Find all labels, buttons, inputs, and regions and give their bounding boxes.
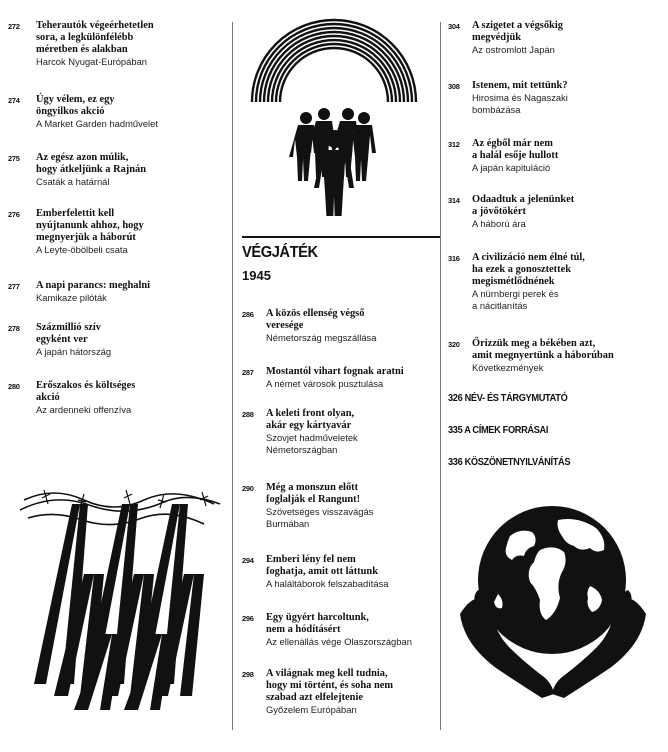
- barbed-wire-house-of-cards-icon: [14, 484, 228, 714]
- entry-text: [266, 308, 376, 344]
- entry-title-line: Még a monszun előtt: [266, 482, 359, 493]
- entry-title-line: A szigetet a végsőkig: [472, 20, 563, 31]
- entry-title-line: Odaadtuk a jelenünket: [472, 194, 575, 205]
- entry-subtitle-line: Németországban: [266, 444, 338, 455]
- entry-title-line: méretben és alakban: [36, 44, 128, 55]
- entry-title-line: foghatja, amit ott láttunk: [266, 566, 378, 577]
- entry-title-line: megnyerjük a háborút: [36, 232, 136, 243]
- entry-title-line: Emberfelettit kell: [36, 208, 115, 219]
- entry-subtitle-line: A Leyte-öbölbeli csata: [36, 244, 128, 255]
- globe-in-hands-icon: [440, 494, 668, 714]
- entry-title-line: Egy ügyért harcoltunk,: [266, 612, 369, 623]
- entry-subtitle-line: a nácitlanítás: [472, 300, 528, 311]
- entry-title-line: a halál esője hullott: [472, 150, 559, 161]
- entry-subtitle-line: Szövetséges visszavágás: [266, 506, 374, 517]
- index-entry-acknowledgements: 336 KÖSZÖNETNYILVÁNÍTÁS: [448, 456, 571, 468]
- entry-subtitle-line: Burmában: [266, 518, 310, 529]
- entry-title-line: amit megnyertünk a háborúban: [472, 350, 614, 361]
- entry-subtitle-line: Az ostromlott Japán: [472, 44, 555, 55]
- entry-subtitle-line: bombázása: [472, 104, 521, 115]
- entry-title-line: Istenem, mit tettünk?: [472, 80, 568, 91]
- entry-subtitle-line: A nürnbergi perek és: [472, 288, 559, 299]
- entry-subtitle-line: A japán hátország: [36, 346, 112, 357]
- entry-title-line: hogy mi történt, és soha nem: [266, 680, 393, 691]
- page-number: 278: [8, 324, 20, 333]
- page-number: 296: [242, 614, 254, 623]
- index-entry-name-subject: 326 NÉV- ÉS TÁRGYMUTATÓ: [448, 392, 568, 404]
- entry-title-line: akár egy kártyavár: [266, 420, 352, 431]
- entry-subtitle-line: Az ellenállás vége Olaszországban: [266, 636, 412, 647]
- entry-title-line: egyként ver: [36, 334, 88, 345]
- entry-subtitle-line: Kamikaze pilóták: [36, 292, 107, 303]
- entry-title-line: A civilizáció nem élné túl,: [472, 252, 585, 263]
- entry-title-line: a jövőtökért: [472, 206, 526, 217]
- entry-text: [472, 80, 568, 116]
- entry-title-line: veresége: [266, 320, 304, 331]
- page-number: 314: [448, 196, 460, 205]
- entry-text: [36, 20, 154, 68]
- entry-subtitle-line: Következmények: [472, 362, 544, 373]
- entry-title-line: Úgy vélem, ez egy: [36, 94, 115, 105]
- page-number: 312: [448, 140, 460, 149]
- entry-text: [266, 668, 393, 716]
- entry-subtitle-line: Az ardenneki offenzíva: [36, 404, 132, 415]
- page-number: 308: [448, 82, 460, 91]
- entry-title-line: foglalják el Rangunt!: [266, 494, 361, 505]
- entry-title-line: Százmillió szív: [36, 322, 101, 333]
- page-number: 290: [242, 484, 254, 493]
- entry-title-line: Az égből már nem: [472, 138, 553, 149]
- entry-title-line: megvédjük: [472, 32, 522, 43]
- entry-text: [36, 94, 158, 130]
- section-rule: [242, 236, 440, 238]
- entry-subtitle-line: Győzelem Európában: [266, 704, 357, 715]
- entry-subtitle-line: Németország megszállása: [266, 332, 377, 343]
- entry-title-line: Erőszakos és költséges: [36, 380, 136, 391]
- entry-title-line: Az egész azon múlik,: [36, 152, 129, 163]
- entry-subtitle-line: Hirosima és Nagaszaki: [472, 92, 568, 103]
- page-number: 304: [448, 22, 460, 31]
- page-number: 287: [242, 368, 254, 377]
- entry-text: [266, 612, 412, 648]
- page-number: 280: [8, 382, 20, 391]
- rainbow-icon: [232, 14, 438, 104]
- entry-title-line: A közös ellenség végső: [266, 308, 365, 319]
- entry-title-line: Mostantól vihart fognak aratni: [266, 366, 404, 377]
- entry-title-line: megismétlődnének: [472, 276, 555, 287]
- entry-subtitle-line: A haláltáborok felszabadítása: [266, 578, 389, 589]
- entry-text: [266, 482, 373, 530]
- page-number: 288: [242, 410, 254, 419]
- entry-text: [36, 152, 146, 188]
- page-number: 320: [448, 340, 460, 349]
- marching-soldiers-icon: [232, 106, 438, 216]
- entry-title-line: Emberi lény fel nem: [266, 554, 356, 565]
- entry-title-line: A világnak meg kell tudnia,: [266, 668, 388, 679]
- entry-title-line: Teherautók végeérhetetlen: [36, 20, 154, 31]
- entry-subtitle-line: Csaták a határnál: [36, 176, 110, 187]
- entry-subtitle-line: A háború ára: [472, 218, 526, 229]
- entry-title-line: A keleti front olyan,: [266, 408, 355, 419]
- entry-subtitle-line: A német városok pusztulása: [266, 378, 384, 389]
- page-number: 274: [8, 96, 20, 105]
- entry-text: [472, 338, 614, 374]
- page-number: 277: [8, 282, 20, 291]
- entry-title-line: nem a hódításért: [266, 624, 341, 635]
- entry-title-line: akció: [36, 392, 60, 403]
- entry-subtitle-line: Harcok Nyugat-Európában: [36, 56, 147, 67]
- page-number: 276: [8, 210, 20, 219]
- page-number: 272: [8, 22, 20, 31]
- entry-text: [472, 194, 574, 230]
- entry-text: [36, 322, 111, 358]
- section-title: VÉGJÁTÉK: [242, 244, 318, 261]
- page-number: 294: [242, 556, 254, 565]
- page-number: 275: [8, 154, 20, 163]
- page-number: 286: [242, 310, 254, 319]
- entry-text: [36, 280, 150, 304]
- entry-title-line: Őrizzük meg a békében azt,: [472, 338, 596, 349]
- entry-title-line: sora, a legkülönfélébb: [36, 32, 134, 43]
- entry-subtitle-line: A Market Garden hadművelet: [36, 118, 158, 129]
- entry-subtitle-line: Szovjet hadműveletek: [266, 432, 358, 443]
- entry-text: [36, 380, 135, 416]
- entry-title-line: A napi parancs: meghalni: [36, 280, 151, 291]
- entry-text: [266, 554, 388, 590]
- entry-title-line: szabad azt elfelejtenie: [266, 692, 363, 703]
- entry-title-line: öngyilkos akció: [36, 106, 105, 117]
- entry-text: [266, 408, 358, 456]
- index-entry-title-sources: 335 A CÍMEK FORRÁSAI: [448, 424, 549, 436]
- entry-title-line: hogy átkeljünk a Rajnán: [36, 164, 146, 175]
- entry-text: [36, 208, 144, 256]
- entry-title-line: nyújtanunk ahhoz, hogy: [36, 220, 144, 231]
- section-year: 1945: [242, 268, 271, 283]
- page-number: 316: [448, 254, 460, 263]
- page-number: 298: [242, 670, 254, 679]
- entry-title-line: ha ezek a gonosztettek: [472, 264, 571, 275]
- entry-text: [472, 20, 563, 56]
- entry-text: [266, 366, 404, 390]
- entry-subtitle-line: A japán kapituláció: [472, 162, 551, 173]
- entry-text: [472, 138, 558, 174]
- entry-text: [472, 252, 585, 312]
